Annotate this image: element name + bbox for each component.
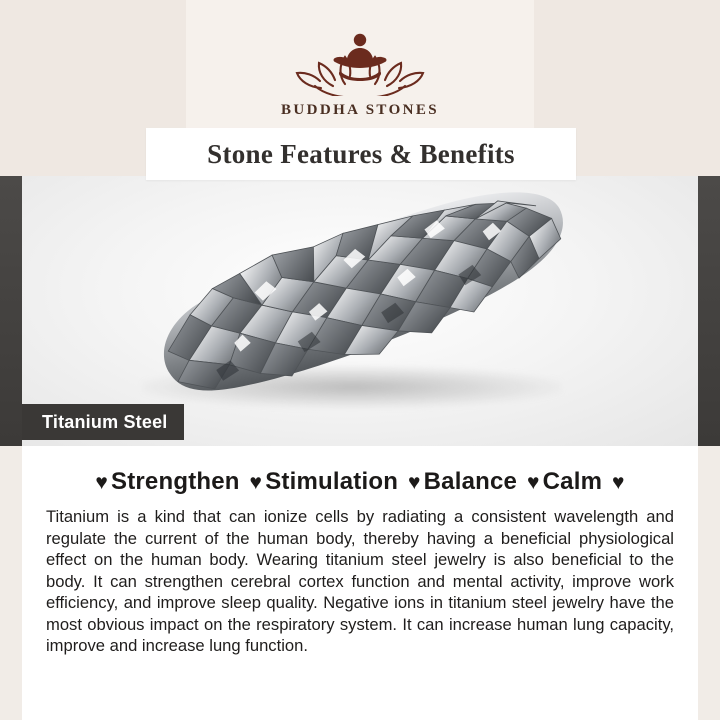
- page-title-text: Stone Features & Benefits: [207, 138, 515, 169]
- benefit-item-4: Calm: [542, 468, 603, 495]
- heart-icon-5: ♥: [612, 471, 625, 494]
- heart-icon-2: ♥: [249, 471, 263, 494]
- left-edge-fill: [0, 446, 22, 720]
- description-text: Titanium is a kind that can ionize cells by radiating a consistent wavelength and regulate the current of the human body, thereby having a beneficial physiological effect on the human body. Wearing titanium steel jewelry is also beneficial to the body. It can strengthen cerebral cortex function and mental activity, improve work efficiency, and improve sleep quality. Negative ions in titanium steel jewelry have the most obvious impact on the respiratory system. It can increase human lung capacity, improve and increase lung function.: [46, 507, 674, 656]
- benefit-item-2: Stimulation: [265, 468, 399, 495]
- brand-name: BUDDHA STONES: [280, 102, 440, 118]
- bottom-fill: [0, 702, 720, 720]
- heart-icon-1: ♥: [95, 471, 108, 494]
- left-rail: [0, 176, 22, 446]
- heart-icon-3: ♥: [407, 471, 421, 494]
- lotus-meditation-icon: [285, 26, 435, 96]
- benefits-line: [46, 468, 674, 496]
- product-label-badge: [22, 404, 184, 440]
- page-title: [146, 128, 576, 180]
- heart-icon-4: ♥: [526, 471, 540, 494]
- description-panel: [22, 446, 698, 702]
- right-edge-fill: [698, 446, 720, 720]
- benefit-item-3: Balance: [423, 468, 518, 495]
- right-rail: [698, 176, 720, 446]
- product-label-text: Titanium Steel: [42, 411, 168, 432]
- benefit-item-1: Strengthen: [110, 468, 240, 495]
